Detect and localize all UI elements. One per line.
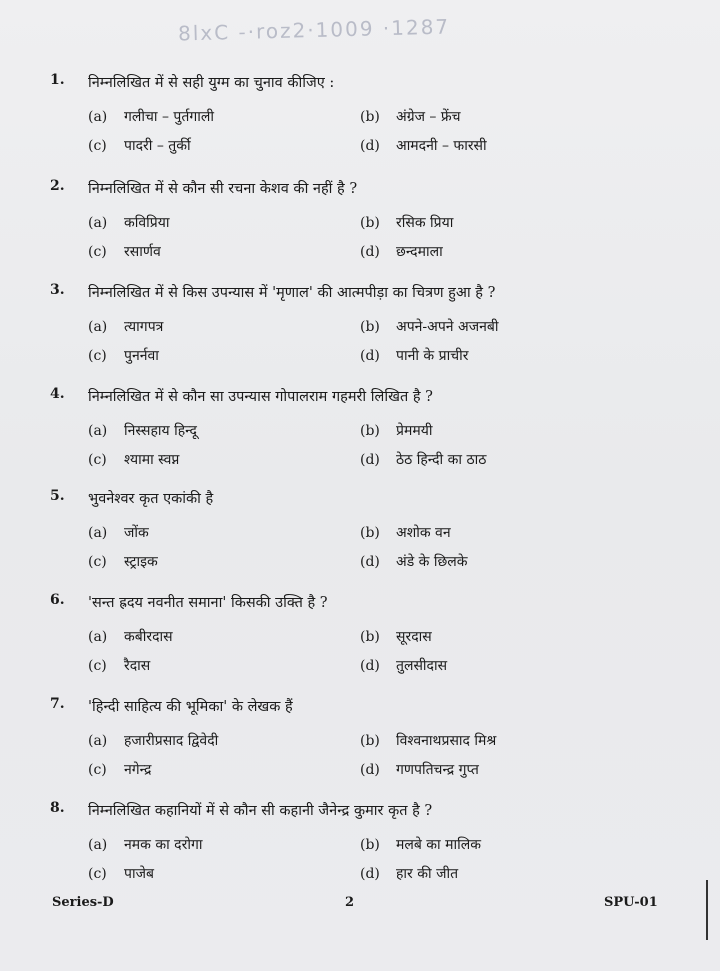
option-d bbox=[360, 864, 458, 883]
option-text: अंडे के छिलके bbox=[396, 554, 468, 570]
option-label: (b) bbox=[360, 109, 380, 125]
option-text: अशोक वन bbox=[396, 525, 451, 541]
option-text: कबीरदास bbox=[124, 629, 173, 645]
option-text: अंग्रेज – फ्रेंच bbox=[396, 109, 461, 125]
option-text: ठेठ हिन्दी का ठाठ bbox=[396, 452, 487, 468]
option-c bbox=[88, 136, 191, 155]
option-b bbox=[360, 317, 499, 336]
option-text: प्रेममयी bbox=[396, 423, 433, 439]
question-text: 'हिन्दी साहित्य की भूमिका' के लेखक हैं bbox=[88, 699, 293, 715]
option-label: (a) bbox=[88, 319, 108, 335]
option-c bbox=[88, 656, 150, 675]
option-text: पादरी – तुर्की bbox=[124, 138, 191, 154]
option-label: (b) bbox=[360, 525, 380, 541]
option-d bbox=[360, 242, 443, 261]
option-label: (d) bbox=[360, 762, 380, 778]
option-text: पुनर्नवा bbox=[124, 348, 159, 364]
option-d bbox=[360, 136, 487, 155]
option-text: त्यागपत्र bbox=[124, 319, 164, 335]
page-number: 2 bbox=[345, 895, 355, 910]
question-text: निम्नलिखित में से सही युग्म का चुनाव कीजिए : bbox=[88, 75, 335, 91]
option-text: गणपतिचन्द्र गुप्त bbox=[396, 762, 479, 778]
option-label: (d) bbox=[360, 138, 380, 154]
option-text: रसार्णव bbox=[124, 244, 161, 260]
option-label: (c) bbox=[88, 554, 107, 570]
option-c bbox=[88, 242, 161, 261]
option-b bbox=[360, 731, 496, 750]
option-label: (b) bbox=[360, 423, 380, 439]
option-text: हजारीप्रसाद द्विवेदी bbox=[124, 733, 219, 749]
question-number: 4. bbox=[50, 386, 65, 402]
option-d bbox=[360, 656, 447, 675]
option-text: जोंक bbox=[124, 525, 149, 541]
option-b bbox=[360, 523, 451, 542]
option-c bbox=[88, 864, 154, 883]
option-text: छन्दमाला bbox=[396, 244, 443, 260]
option-text: पाजेब bbox=[124, 866, 154, 882]
option-text: श्यामा स्वप्न bbox=[124, 452, 180, 468]
option-c bbox=[88, 760, 151, 779]
option-text: गलीचा – पुर्तगाली bbox=[124, 109, 214, 125]
option-label: (b) bbox=[360, 629, 380, 645]
option-label: (d) bbox=[360, 244, 380, 260]
paper-code: SPU-01 bbox=[604, 895, 658, 910]
option-d bbox=[360, 450, 486, 469]
option-label: (c) bbox=[88, 658, 107, 674]
option-a bbox=[88, 627, 173, 646]
question-number: 6. bbox=[50, 592, 65, 608]
option-c bbox=[88, 552, 158, 571]
option-a bbox=[88, 213, 170, 232]
option-text: रैदास bbox=[124, 658, 151, 674]
option-label: (c) bbox=[88, 138, 107, 154]
series-label: Series-D bbox=[52, 895, 114, 910]
option-label: (c) bbox=[88, 244, 107, 260]
option-text: आमदनी – फारसी bbox=[396, 138, 487, 154]
option-label: (d) bbox=[360, 348, 380, 364]
option-text: अपने-अपने अजनबी bbox=[396, 319, 499, 335]
option-text: निस्सहाय हिन्दू bbox=[124, 423, 197, 439]
question-number: 8. bbox=[50, 800, 65, 816]
option-label: (b) bbox=[360, 837, 380, 853]
option-text: हार की जीत bbox=[396, 866, 459, 882]
question-text: निम्नलिखित में से कौन सा उपन्यास गोपालराम गहमरी लिखित है ? bbox=[88, 389, 433, 405]
option-label: (a) bbox=[88, 525, 108, 541]
option-label: (a) bbox=[88, 215, 108, 231]
scan-edge-mark bbox=[706, 880, 708, 940]
question-number: 1. bbox=[50, 72, 65, 88]
option-label: (d) bbox=[360, 866, 380, 882]
option-text: मलबे का मालिक bbox=[396, 837, 482, 853]
option-b bbox=[360, 107, 461, 126]
option-c bbox=[88, 346, 159, 365]
option-b bbox=[360, 421, 432, 440]
option-label: (d) bbox=[360, 658, 380, 674]
question-number: 7. bbox=[50, 696, 65, 712]
option-label: (a) bbox=[88, 629, 108, 645]
option-label: (b) bbox=[360, 319, 380, 335]
option-text: पानी के प्राचीर bbox=[396, 348, 469, 364]
option-a bbox=[88, 421, 197, 440]
question-number: 2. bbox=[50, 178, 65, 194]
question-text: निम्नलिखित में से कौन सी रचना केशव की नहीं है ? bbox=[88, 181, 358, 197]
option-b bbox=[360, 627, 432, 646]
question-number: 5. bbox=[50, 488, 65, 504]
option-text: सूरदास bbox=[396, 629, 432, 645]
option-label: (a) bbox=[88, 733, 108, 749]
option-label: (c) bbox=[88, 452, 107, 468]
option-label: (a) bbox=[88, 837, 108, 853]
option-a bbox=[88, 523, 149, 542]
option-d bbox=[360, 346, 468, 365]
option-label: (d) bbox=[360, 452, 380, 468]
option-c bbox=[88, 450, 179, 469]
question-number: 3. bbox=[50, 282, 65, 298]
option-d bbox=[360, 552, 468, 571]
option-label: (c) bbox=[88, 348, 107, 364]
option-text: नगेन्द्र bbox=[124, 762, 152, 778]
option-b bbox=[360, 835, 481, 854]
option-text: विश्वनाथप्रसाद मिश्र bbox=[396, 733, 497, 749]
question-text: निम्नलिखित में से किस उपन्यास में 'मृणाल' की आत्मपीड़ा का चित्रण हुआ है ? bbox=[88, 285, 496, 301]
option-text: रसिक प्रिया bbox=[396, 215, 454, 231]
option-label: (b) bbox=[360, 215, 380, 231]
option-b bbox=[360, 213, 453, 232]
option-a bbox=[88, 731, 218, 750]
question-text: 'सन्त ह्रदय नवनीत समाना' किसकी उक्ति है ? bbox=[88, 595, 328, 611]
option-text: कविप्रिया bbox=[124, 215, 170, 231]
option-label: (a) bbox=[88, 423, 108, 439]
option-label: (c) bbox=[88, 866, 107, 882]
option-a bbox=[88, 835, 202, 854]
option-label: (d) bbox=[360, 554, 380, 570]
question-text: भुवनेश्वर कृत एकांकी है bbox=[88, 491, 214, 507]
option-a bbox=[88, 107, 214, 126]
option-text: तुलसीदास bbox=[396, 658, 448, 674]
option-text: स्ट्राइक bbox=[124, 554, 158, 570]
option-text: नमक का दरोगा bbox=[124, 837, 203, 853]
option-label: (b) bbox=[360, 733, 380, 749]
option-label: (a) bbox=[88, 109, 108, 125]
option-a bbox=[88, 317, 163, 336]
option-d bbox=[360, 760, 479, 779]
handwritten-scribble: 8lxC -·roz2·1009 ·1287 bbox=[177, 14, 451, 46]
option-label: (c) bbox=[88, 762, 107, 778]
question-text: निम्नलिखित कहानियों में से कौन सी कहानी जैनेन्द्र कुमार कृत है ? bbox=[88, 803, 433, 819]
